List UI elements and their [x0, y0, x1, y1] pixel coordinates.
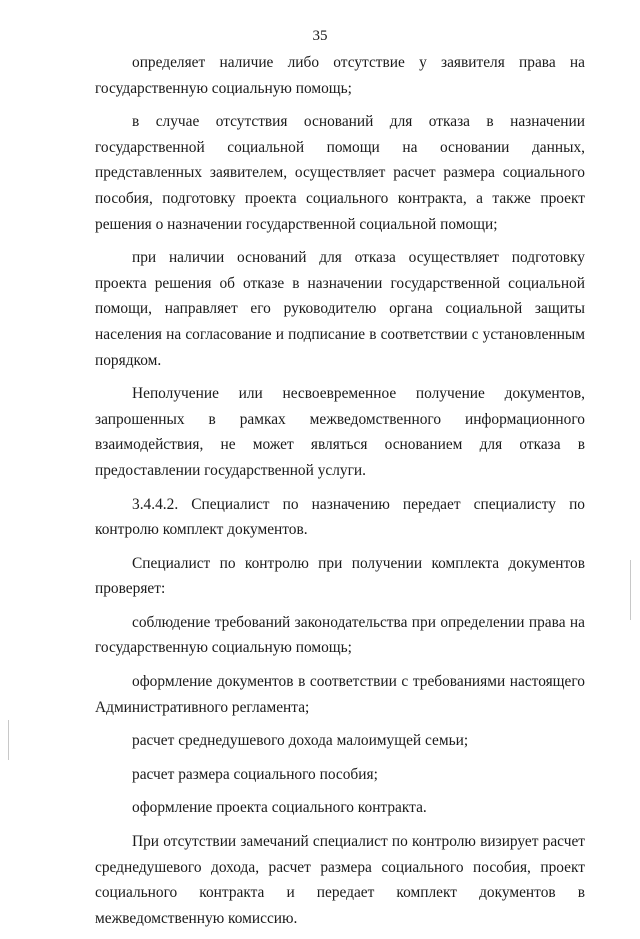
- paragraph-check-legislation: соблюдение требований законодательства при определении права на государственную социальную помощь;: [95, 613, 585, 657]
- paragraph-check-income: расчет среднедушевого дохода малоимущей семьи;: [132, 732, 469, 750]
- paragraph-interagency-documents: Неполучение или несвоевременное получение документов, запрошенных в рамках межведомственного информационного взаимодействия, не может являться основанием для отказа в предоставлении государственной услуги.: [95, 385, 585, 479]
- paragraph-check-allowance: расчет размера социального пособия;: [132, 765, 378, 783]
- paragraph-check-contract: оформление проекта социального контракта.: [132, 799, 427, 817]
- paragraph-clause-3-4-4-2: 3.4.4.2. Специалист по назначению передает специалисту по контролю комплект документов.: [95, 495, 585, 539]
- paragraph-no-remarks: При отсутствии замечаний специалист по контролю визирует расчет среднедушевого дохода, расчет размера социального пособия, проект социального контракта и передает комплект документов в межведомственную комиссию.: [95, 833, 585, 927]
- document-body: [95, 50, 585, 939]
- paragraph-control-specialist-checks: Специалист по контролю при получении комплекта документов проверяет:: [95, 554, 585, 598]
- paragraph-no-grounds-for-refusal: в случае отсутствия оснований для отказа в назначении государственной социальной помощи на основании данных, представленных заявителем, осуществляет расчет размера социального пособия, подготовку проекта социального контракта, а также проект решения о назначении государственной социальной помощи;: [95, 113, 585, 233]
- scan-edge-mark: [630, 560, 631, 620]
- scan-edge-mark: [8, 720, 9, 760]
- paragraph-check-documents: оформление документов в соответствии с требованиями настоящего Административного регламента;: [95, 673, 585, 716]
- paragraph-eligibility-determination: определяет наличие либо отсутствие у заявителя права на государственную социальную помощь;: [95, 54, 585, 97]
- paragraph-grounds-for-refusal: при наличии оснований для отказа осуществляет подготовку проекта решения об отказе в назначении государственной социальной помощи, направляет его руководителю органа социальной защиты населения на согласование и подписание в соответствии с установленным порядком.: [95, 249, 585, 369]
- page-number: 35: [312, 28, 328, 44]
